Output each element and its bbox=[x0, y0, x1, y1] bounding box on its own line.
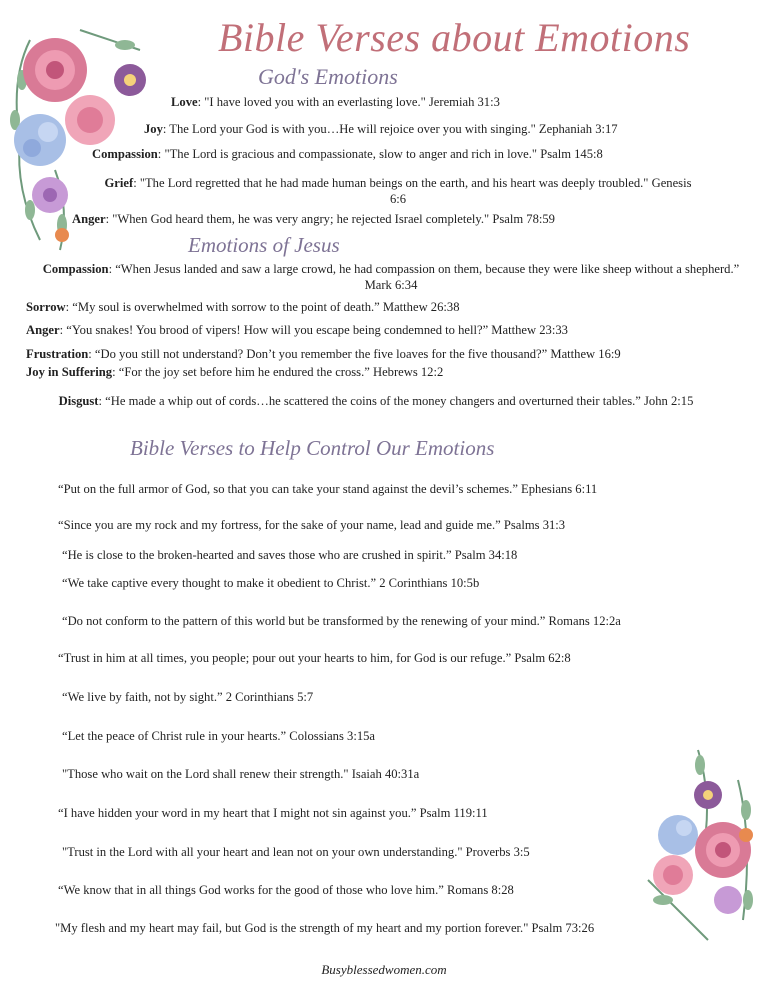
control-verse-10: “I have hidden your word in my heart that I might not sin against you.” Psalm 119:11 bbox=[58, 806, 488, 820]
jesus-emotion-frustration bbox=[26, 346, 621, 362]
section-heading-gods-emotions: God's Emotions bbox=[258, 64, 398, 89]
small-orange-flower bbox=[739, 828, 753, 842]
verse-text: : "I have loved you with an everlasting love." Jeremiah 31:3 bbox=[197, 95, 500, 109]
jesus-emotion-disgust bbox=[26, 393, 726, 409]
page-title: Bible Verses about Emotions bbox=[218, 15, 691, 60]
section-heading-emotions-of-jesus: Emotions of Jesus bbox=[188, 233, 340, 257]
control-verse-2: “Since you are my rock and my fortress, for the sake of your name, lead and guide me.” Psalms 31:3 bbox=[58, 518, 566, 532]
control-verse-3: “He is close to the broken-hearted and saves those who are crushed in spirit.” Psalm 34:18 bbox=[62, 548, 518, 562]
verse-text: : “You snakes! You brood of vipers! How will you escape being condemned to hell?” Matthew 23:33 bbox=[59, 323, 568, 337]
footer-website: Busyblessedwomen.com bbox=[321, 962, 447, 977]
jesus-emotion-joy-in-suffering bbox=[26, 364, 443, 380]
control-verse-6: “Trust in him at all times, you people; pour out your hearts to him, for God is our refuge.” Psalm 62:8 bbox=[58, 651, 571, 665]
emotion-term: Compassion bbox=[42, 262, 109, 276]
verse-text: : “My soul is overwhelmed with sorrow to the point of death.” Matthew 26:38 bbox=[65, 300, 460, 314]
lavender-flower bbox=[714, 886, 742, 914]
control-verse-1: “Put on the full armor of God, so that you can take your stand against the devil’s schemes.” Ephesians 6:11 bbox=[58, 482, 598, 496]
verse-text: : “When Jesus landed and saw a large crowd, he had compassion on them, because they were like sheep without a shepherd.” Mark 6:34 bbox=[108, 262, 740, 292]
small-orange-flower bbox=[55, 228, 69, 242]
control-verse-8: “Let the peace of Christ rule in your hearts.” Colossians 3:15a bbox=[62, 729, 376, 743]
control-verse-11: "Trust in the Lord with all your heart and lean not on your own understanding." Proverbs 3:5 bbox=[62, 845, 530, 859]
emotion-term: Compassion bbox=[92, 147, 158, 161]
control-verse-9: "Those who wait on the Lord shall renew their strength." Isaiah 40:31a bbox=[62, 767, 420, 781]
verse-text: : “Do you still not understand? Don’t you remember the five loaves for the five thousand?” Matthew 16:9 bbox=[88, 347, 621, 361]
gods-emotion-joy bbox=[144, 121, 618, 137]
control-verse-5: “Do not conform to the pattern of this world but be transformed by the renewing of your mind.” Romans 12:2a bbox=[62, 614, 621, 628]
jesus-emotion-sorrow bbox=[26, 299, 460, 315]
verse-text: : “He made a whip out of cords…he scattered the coins of the money changers and overturned their tables.” John 2:15 bbox=[98, 394, 694, 408]
gods-emotion-anger bbox=[72, 211, 555, 227]
jesus-emotion-anger bbox=[26, 322, 568, 338]
emotion-term: Anger bbox=[26, 323, 60, 337]
emotion-term: Love bbox=[171, 95, 198, 109]
emotion-term: Grief bbox=[104, 176, 134, 190]
jesus-emotion-compassion bbox=[36, 261, 746, 293]
control-verse-7: “We live by faith, not by sight.” 2 Corinthians 5:7 bbox=[62, 690, 314, 704]
gods-emotion-grief bbox=[100, 175, 696, 207]
section-heading-control-emotions: Bible Verses to Help Control Our Emotions bbox=[130, 436, 495, 460]
gods-emotion-compassion bbox=[92, 146, 603, 162]
emotion-term: Disgust bbox=[58, 394, 99, 408]
verse-text: : The Lord your God is with you…He will rejoice over you with singing." Zephaniah 3:17 bbox=[162, 122, 618, 136]
control-verse-13: "My flesh and my heart may fail, but God is the strength of my heart and my portion forever." Psalm 73:26 bbox=[55, 921, 595, 935]
control-verse-12: “We know that in all things God works for the good of those who love him.” Romans 8:28 bbox=[58, 883, 514, 897]
verse-text: : "When God heard them, he was very angry; he rejected Israel completely." Psalm 78:59 bbox=[105, 212, 555, 226]
hydrangea-blue bbox=[658, 815, 698, 855]
verse-text: : "The Lord regretted that he had made human beings on the earth, and his heart was deeply troubled." Genesis 6:6 bbox=[133, 176, 692, 206]
emotion-term: Frustration bbox=[26, 347, 89, 361]
control-verse-4: “We take captive every thought to make it obedient to Christ.” 2 Corinthians 10:5b bbox=[62, 576, 480, 590]
emotion-term: Joy bbox=[144, 122, 163, 136]
emotion-term: Sorrow bbox=[26, 300, 66, 314]
emotion-term: Anger bbox=[72, 212, 106, 226]
hydrangea-blue bbox=[14, 114, 66, 166]
floral-corner-bottom-right bbox=[618, 740, 768, 950]
gods-emotion-love bbox=[171, 94, 500, 110]
verse-text: : “For the joy set before him he endured the cross.” Hebrews 12:2 bbox=[112, 365, 444, 379]
emotion-term: Joy in Suffering bbox=[26, 365, 113, 379]
verse-text: : "The Lord is gracious and compassionate, slow to anger and rich in love." Psalm 145:8 bbox=[157, 147, 603, 161]
